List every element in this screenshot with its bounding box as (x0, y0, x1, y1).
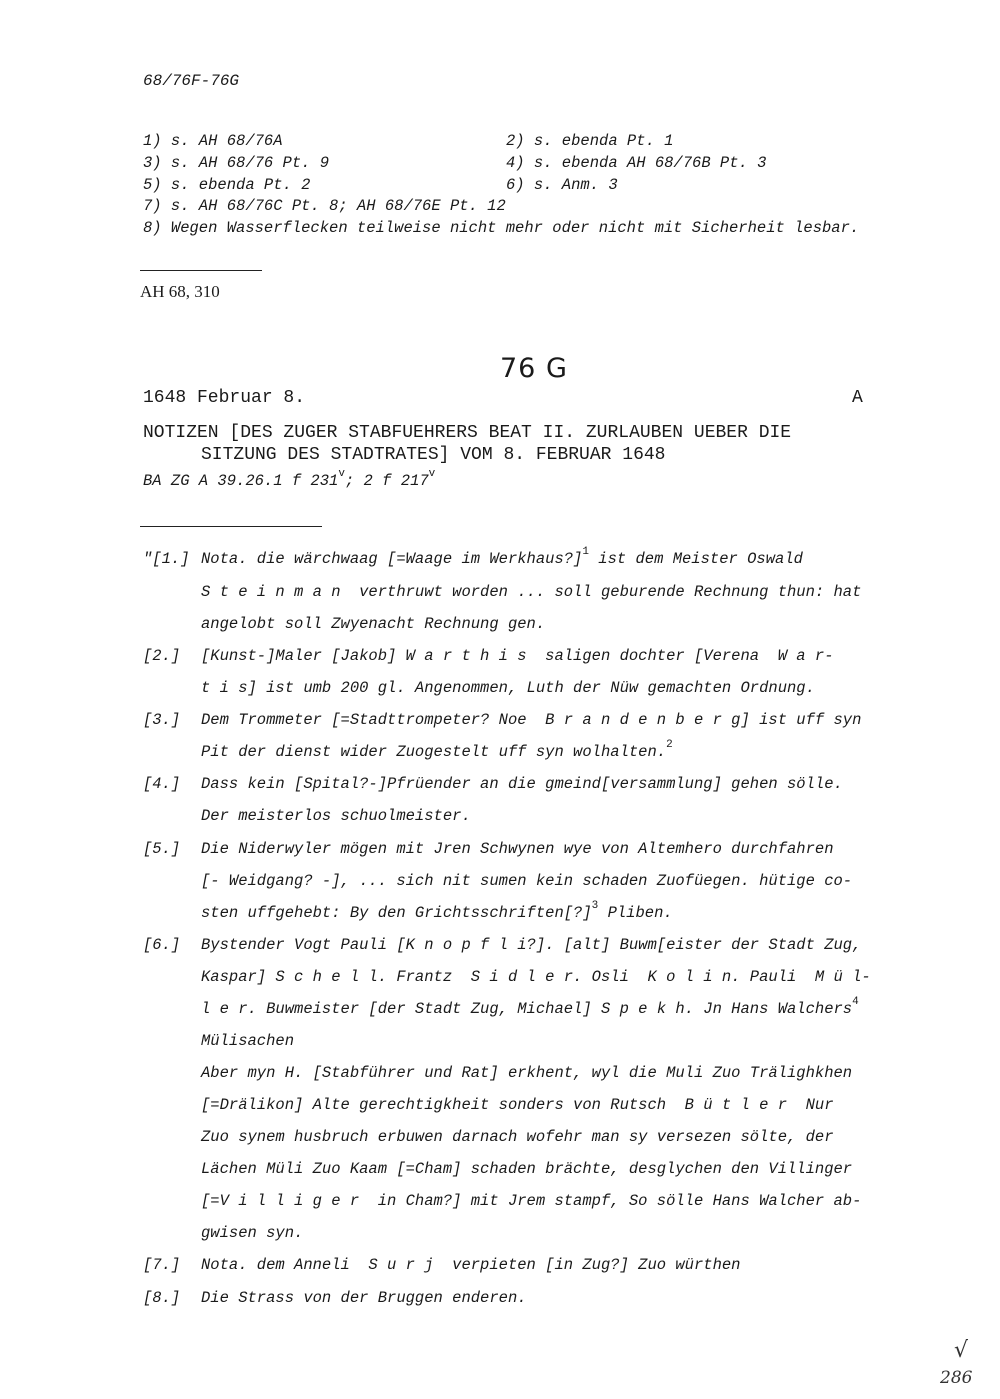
text: Pit der dienst wider Zuogestelt uff syn wolhalten. (201, 743, 667, 761)
entry-line: Nota. dem Anneli S u r j verpieten [in Zug?] Zuo würthen (201, 1256, 741, 1274)
text: ist dem Meister Oswald (588, 550, 803, 568)
entry-line: Bystender Vogt Pauli [K n o p f l i?]. [alt] Buwm[eister der Stadt Zug, (201, 936, 862, 954)
separator-rule-2 (140, 526, 322, 527)
archive-reference: AH 68, 310 (140, 282, 220, 301)
entry-line: [=Drälikon] Alte gerechtigkheit sonders von Rutsch B ü t l e r Nur (201, 1096, 834, 1114)
separator-rule (140, 270, 262, 271)
footnote-8: 8) Wegen Wasserflecken teilweise nicht mehr oder nicht mit Sicherheit lesbar. (143, 219, 860, 237)
text: Nota. die wärchwaag [=Waage im Werkhaus?] (201, 550, 583, 568)
footnote-1: 1) s. AH 68/76A (143, 132, 283, 150)
footnote-mark: 3 (591, 900, 599, 912)
footnote-mark: 1 (582, 546, 589, 558)
source-sup-2: v (428, 468, 436, 480)
entry-line: Die Strass von der Bruggen enderen. (201, 1289, 527, 1307)
entry-line: Kaspar] S c h e l l. Frantz S i d l e r. Osli K o l i n. Pauli M ü l- (201, 968, 871, 986)
footnote-2: 2) s. ebenda Pt. 1 (506, 132, 674, 150)
entry-number: [8.] (143, 1289, 181, 1307)
handwritten-page-number: 286 (940, 1368, 973, 1388)
entry-number: "[1.] (143, 550, 190, 568)
entry-line (201, 996, 859, 1018)
title-line-2: SITZUNG DES STADTRATES] VOM 8. FEBRUAR 1648 (201, 445, 666, 465)
check-mark: √ (954, 1338, 969, 1363)
title-line-1: NOTIZEN [DES ZUGER STABFUEHRERS BEAT II. ZURLAUBEN UEBER DIE (143, 423, 792, 443)
footnote-mark: 4 (852, 996, 859, 1008)
entry-line: Die Niderwyler mögen mit Jren Schwynen wye von Altemhero durchfahren (201, 840, 834, 858)
entry-number: [6.] (143, 936, 181, 954)
text: l e r. Buwmeister [der Stadt Zug, Michael] S p e k h. Jn Hans Walchers (201, 1000, 853, 1018)
entry-line: Lächen Müli Zuo Kaam [=Cham] schaden brächte, desglychen den Villinger (201, 1160, 853, 1178)
entry-line: [Kunst-]Maler [Jakob] W a r t h i s saligen dochter [Verena W a r- (201, 647, 834, 665)
document-type: A (852, 388, 863, 408)
entry-line: Mülisachen (201, 1032, 295, 1050)
entry-line: Dass kein [Spital?-]Pfrüender an die gmeind[versammlung] gehen sölle. (201, 775, 843, 793)
footnote-4: 4) s. ebenda AH 68/76B Pt. 3 (506, 154, 767, 172)
entry-line: Der meisterlos schuolmeister. (201, 807, 471, 825)
header-reference: 68/76F-76G (143, 72, 240, 90)
entry-line: gwisen syn. (201, 1224, 304, 1242)
source-part-b: ; 2 f 217 (344, 472, 429, 490)
source-part-a: BA ZG A 39.26.1 f 231 (143, 472, 339, 490)
footnote-mark: 2 (666, 739, 673, 751)
entry-number: [2.] (143, 647, 181, 665)
entry-number: [4.] (143, 775, 181, 793)
entry-line: angelobt soll Zwyenacht Rechnung gen. (201, 615, 546, 633)
document-date: 1648 Februar 8. (143, 388, 306, 408)
footnote-6: 6) s. Anm. 3 (506, 176, 618, 194)
footnote-3: 3) s. AH 68/76 Pt. 9 (143, 154, 330, 172)
entry-line: Dem Trommeter [=Stadttrompeter? Noe B r a n d e n b e r g] ist uff syn (201, 711, 862, 729)
entry-line: [- Weidgang? -], ... sich nit sumen kein schaden Zuofüegen. hütige co- (201, 872, 853, 890)
entry-line (201, 739, 673, 761)
entry-number: [5.] (143, 840, 181, 858)
entry-line: [=V i l l i g e r in Cham?] mit Jrem stampf, So sölle Hans Walcher ab- (201, 1192, 862, 1210)
document-number: 76 G (500, 353, 568, 384)
entry-line: Zuo synem husbruch erbuwen darnach wofehr man sy versezen sölte, der (201, 1128, 834, 1146)
source-sup-1: v (338, 468, 345, 480)
entry-line: S t e i n m a n verthruwt worden ... soll geburende Rechnung thun: hat (201, 583, 862, 601)
document-title (143, 422, 791, 466)
source-reference (143, 468, 436, 490)
footnote-5: 5) s. ebenda Pt. 2 (143, 176, 311, 194)
footnote-7: 7) s. AH 68/76C Pt. 8; AH 68/76E Pt. 12 (143, 197, 506, 215)
entry-number: [7.] (143, 1256, 181, 1274)
text: Pliben. (598, 904, 673, 922)
entry-line (201, 900, 673, 922)
entry-line: t i s] ist umb 200 gl. Angenommen, Luth der Nüw gemachten Ordnung. (201, 679, 815, 697)
entry-line: Aber myn H. [Stabführer und Rat] erkhent, wyl die Muli Zuo Trälighkhen (201, 1064, 853, 1082)
entry-line (201, 546, 803, 568)
text: sten uffgehebt: By den Grichtsschriften[?] (201, 904, 592, 922)
entry-number: [3.] (143, 711, 181, 729)
